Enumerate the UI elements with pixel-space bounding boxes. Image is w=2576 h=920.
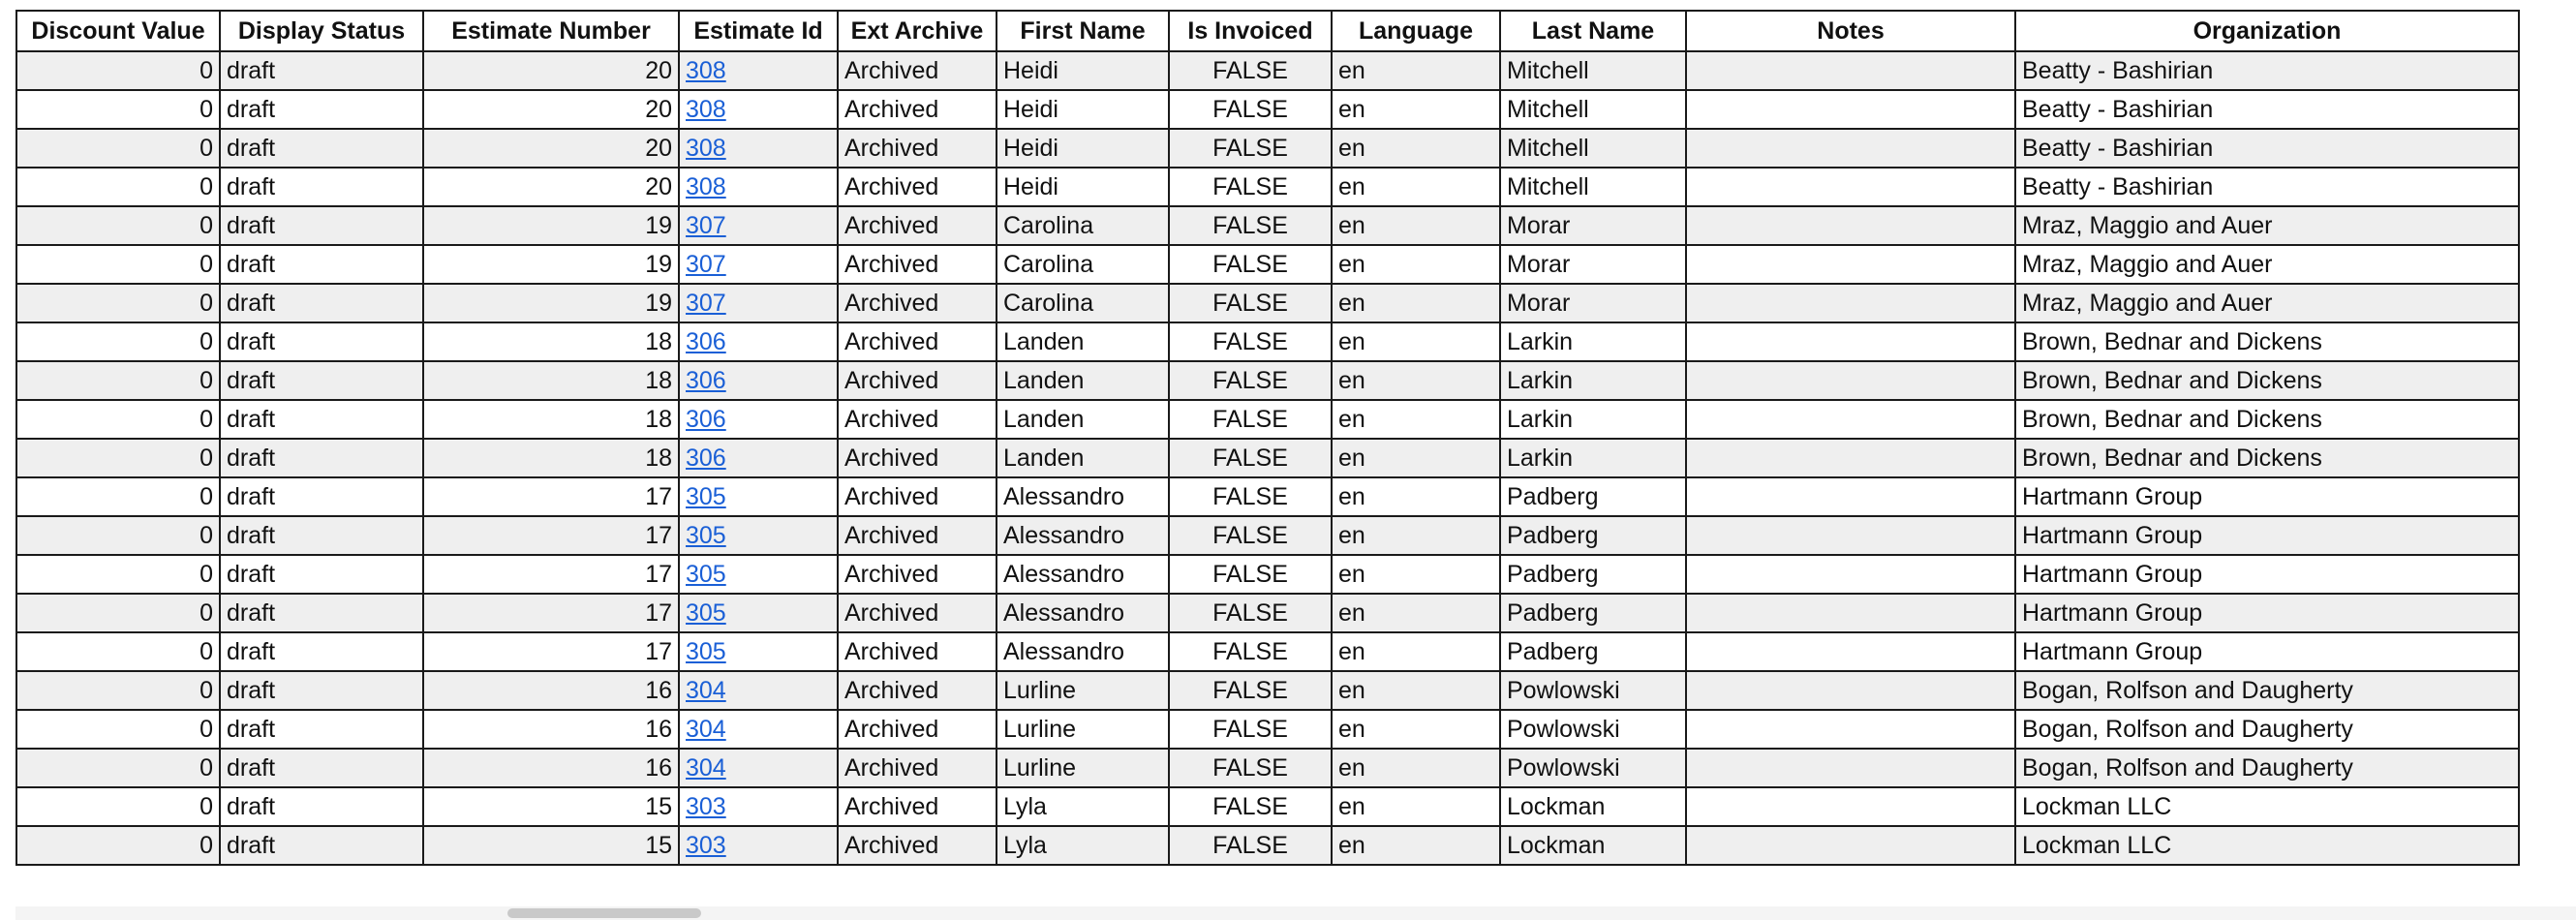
cell-language[interactable]: en [1332,710,1500,749]
table-row[interactable] [16,361,2519,400]
cell-last-name[interactable]: Padberg [1500,594,1686,632]
cell-estimate-id[interactable] [679,51,838,90]
cell-ext-archive[interactable]: Archived [838,51,997,90]
spreadsheet-grid [15,10,2576,903]
cell-ext-archive[interactable]: Archived [838,671,997,710]
table-row[interactable] [16,168,2519,206]
estimate-id-link[interactable]: 305 [686,638,726,665]
cell-estimate-number[interactable]: 18 [423,400,679,439]
cell-is-invoiced[interactable]: FALSE [1169,168,1332,206]
cell-language[interactable]: en [1332,749,1500,787]
cell-estimate-number[interactable]: 17 [423,555,679,594]
cell-is-invoiced[interactable]: FALSE [1169,322,1332,361]
estimate-id-link[interactable]: 305 [686,561,726,588]
cell-ext-archive[interactable]: Archived [838,594,997,632]
cell-is-invoiced[interactable]: FALSE [1169,400,1332,439]
cell-language[interactable]: en [1332,51,1500,90]
table-body [16,51,2519,865]
cell-discount-value[interactable]: 0 [16,51,220,90]
cell-estimate-id[interactable] [679,361,838,400]
cell-estimate-number[interactable]: 17 [423,516,679,555]
cell-organization[interactable]: Mraz, Maggio and Auer [2015,206,2519,245]
header-row [16,11,2519,51]
estimate-id-link[interactable]: 304 [686,754,726,782]
table-row[interactable] [16,439,2519,477]
cell-display-status[interactable]: draft [220,516,423,555]
cell-last-name[interactable]: Mitchell [1500,51,1686,90]
table-row[interactable] [16,477,2519,516]
cell-notes[interactable] [1686,555,2015,594]
cell-estimate-id[interactable] [679,594,838,632]
cell-notes[interactable] [1686,361,2015,400]
cell-display-status[interactable]: draft [220,51,423,90]
cell-estimate-id[interactable] [679,245,838,284]
cell-discount-value[interactable]: 0 [16,632,220,671]
cell-notes[interactable] [1686,477,2015,516]
column-header-language[interactable]: Language [1332,11,1500,51]
cell-estimate-id[interactable] [679,787,838,826]
column-header-first-name[interactable]: First Name [997,11,1169,51]
cell-organization[interactable]: Brown, Bednar and Dickens [2015,400,2519,439]
cell-first-name[interactable]: Landen [997,400,1169,439]
cell-first-name[interactable]: Lyla [997,787,1169,826]
cell-notes[interactable] [1686,284,2015,322]
cell-display-status[interactable]: draft [220,787,423,826]
cell-last-name[interactable]: Powlowski [1500,710,1686,749]
cell-first-name[interactable]: Heidi [997,90,1169,129]
table-row[interactable] [16,245,2519,284]
cell-language[interactable]: en [1332,671,1500,710]
cell-estimate-number[interactable]: 16 [423,710,679,749]
cell-discount-value[interactable]: 0 [16,787,220,826]
cell-language[interactable]: en [1332,826,1500,865]
cell-is-invoiced[interactable]: FALSE [1169,51,1332,90]
table-row[interactable] [16,555,2519,594]
cell-estimate-id[interactable] [679,749,838,787]
cell-notes[interactable] [1686,206,2015,245]
cell-first-name[interactable]: Lurline [997,671,1169,710]
table-row[interactable] [16,51,2519,90]
cell-ext-archive[interactable]: Archived [838,129,997,168]
cell-estimate-number[interactable]: 16 [423,671,679,710]
estimate-id-link[interactable]: 306 [686,445,726,472]
cell-last-name[interactable]: Larkin [1500,400,1686,439]
cell-ext-archive[interactable]: Archived [838,710,997,749]
cell-estimate-number[interactable]: 19 [423,245,679,284]
cell-discount-value[interactable]: 0 [16,206,220,245]
cell-last-name[interactable]: Lockman [1500,826,1686,865]
cell-organization[interactable]: Brown, Bednar and Dickens [2015,439,2519,477]
cell-is-invoiced[interactable]: FALSE [1169,826,1332,865]
cell-last-name[interactable]: Powlowski [1500,671,1686,710]
cell-first-name[interactable]: Heidi [997,168,1169,206]
cell-last-name[interactable]: Morar [1500,284,1686,322]
cell-display-status[interactable]: draft [220,826,423,865]
cell-ext-archive[interactable]: Archived [838,439,997,477]
column-header-notes[interactable]: Notes [1686,11,2015,51]
cell-display-status[interactable]: draft [220,671,423,710]
cell-first-name[interactable]: Alessandro [997,594,1169,632]
cell-is-invoiced[interactable]: FALSE [1169,206,1332,245]
cell-estimate-number[interactable]: 19 [423,206,679,245]
cell-discount-value[interactable]: 0 [16,400,220,439]
estimate-id-link[interactable]: 307 [686,251,726,278]
table-row[interactable] [16,516,2519,555]
cell-language[interactable]: en [1332,516,1500,555]
table-header [16,11,2519,51]
cell-last-name[interactable]: Mitchell [1500,168,1686,206]
cell-notes[interactable] [1686,671,2015,710]
cell-ext-archive[interactable]: Archived [838,322,997,361]
table-row[interactable] [16,206,2519,245]
cell-last-name[interactable]: Mitchell [1500,90,1686,129]
estimate-id-link[interactable]: 308 [686,96,726,123]
horizontal-scrollbar-thumb[interactable] [507,908,701,918]
cell-first-name[interactable]: Alessandro [997,477,1169,516]
table-row[interactable] [16,749,2519,787]
cell-organization[interactable]: Hartmann Group [2015,632,2519,671]
cell-discount-value[interactable]: 0 [16,594,220,632]
cell-display-status[interactable]: draft [220,594,423,632]
cell-ext-archive[interactable]: Archived [838,826,997,865]
cell-estimate-number[interactable]: 18 [423,439,679,477]
cell-language[interactable]: en [1332,245,1500,284]
cell-first-name[interactable]: Lurline [997,749,1169,787]
cell-estimate-id[interactable] [679,206,838,245]
column-header-display-status[interactable]: Display Status [220,11,423,51]
cell-discount-value[interactable]: 0 [16,129,220,168]
cell-organization[interactable]: Brown, Bednar and Dickens [2015,361,2519,400]
cell-estimate-id[interactable] [679,439,838,477]
cell-ext-archive[interactable]: Archived [838,516,997,555]
cell-display-status[interactable]: draft [220,322,423,361]
cell-organization[interactable]: Brown, Bednar and Dickens [2015,322,2519,361]
table-row[interactable] [16,284,2519,322]
cell-ext-archive[interactable]: Archived [838,787,997,826]
cell-display-status[interactable]: draft [220,245,423,284]
cell-display-status[interactable]: draft [220,400,423,439]
cell-discount-value[interactable]: 0 [16,826,220,865]
estimate-id-link[interactable]: 308 [686,57,726,84]
cell-estimate-number[interactable]: 18 [423,322,679,361]
cell-estimate-id[interactable] [679,671,838,710]
cell-first-name[interactable]: Alessandro [997,516,1169,555]
cell-discount-value[interactable]: 0 [16,361,220,400]
table-row[interactable] [16,826,2519,865]
cell-language[interactable]: en [1332,439,1500,477]
cell-last-name[interactable]: Padberg [1500,555,1686,594]
cell-organization[interactable]: Hartmann Group [2015,516,2519,555]
cell-estimate-number[interactable]: 17 [423,594,679,632]
cell-language[interactable]: en [1332,594,1500,632]
estimates-table [15,10,2520,866]
cell-notes[interactable] [1686,632,2015,671]
cell-ext-archive[interactable]: Archived [838,400,997,439]
cell-estimate-number[interactable]: 18 [423,361,679,400]
cell-notes[interactable] [1686,168,2015,206]
column-header-last-name[interactable]: Last Name [1500,11,1686,51]
estimate-id-link[interactable]: 307 [686,212,726,239]
cell-display-status[interactable]: draft [220,206,423,245]
cell-estimate-id[interactable] [679,90,838,129]
cell-ext-archive[interactable]: Archived [838,168,997,206]
cell-ext-archive[interactable]: Archived [838,90,997,129]
cell-ext-archive[interactable]: Archived [838,477,997,516]
cell-organization[interactable]: Hartmann Group [2015,555,2519,594]
cell-last-name[interactable]: Padberg [1500,516,1686,555]
table-row[interactable] [16,322,2519,361]
estimate-id-link[interactable]: 304 [686,677,726,704]
cell-discount-value[interactable]: 0 [16,516,220,555]
cell-is-invoiced[interactable]: FALSE [1169,477,1332,516]
cell-organization[interactable]: Mraz, Maggio and Auer [2015,245,2519,284]
cell-is-invoiced[interactable]: FALSE [1169,594,1332,632]
cell-estimate-number[interactable]: 16 [423,749,679,787]
cell-estimate-number[interactable]: 20 [423,168,679,206]
cell-organization[interactable]: Beatty - Bashirian [2015,168,2519,206]
cell-organization[interactable]: Hartmann Group [2015,594,2519,632]
cell-organization[interactable]: Bogan, Rolfson and Daugherty [2015,710,2519,749]
estimate-id-link[interactable]: 306 [686,406,726,433]
cell-estimate-number[interactable]: 17 [423,632,679,671]
cell-last-name[interactable]: Morar [1500,245,1686,284]
cell-last-name[interactable]: Larkin [1500,361,1686,400]
cell-discount-value[interactable]: 0 [16,671,220,710]
cell-display-status[interactable]: draft [220,477,423,516]
cell-notes[interactable] [1686,322,2015,361]
estimate-id-link[interactable]: 306 [686,328,726,355]
column-header-estimate-number[interactable]: Estimate Number [423,11,679,51]
cell-notes[interactable] [1686,826,2015,865]
cell-is-invoiced[interactable]: FALSE [1169,632,1332,671]
cell-display-status[interactable]: draft [220,168,423,206]
cell-last-name[interactable]: Padberg [1500,477,1686,516]
column-header-is-invoiced[interactable]: Is Invoiced [1169,11,1332,51]
cell-ext-archive[interactable]: Archived [838,361,997,400]
cell-ext-archive[interactable]: Archived [838,206,997,245]
cell-estimate-id[interactable] [679,284,838,322]
table-row[interactable] [16,787,2519,826]
cell-estimate-id[interactable] [679,710,838,749]
cell-is-invoiced[interactable]: FALSE [1169,710,1332,749]
table-row[interactable] [16,400,2519,439]
cell-estimate-number[interactable]: 15 [423,787,679,826]
cell-notes[interactable] [1686,51,2015,90]
column-header-organization[interactable]: Organization [2015,11,2519,51]
cell-language[interactable]: en [1332,787,1500,826]
cell-last-name[interactable]: Larkin [1500,439,1686,477]
table-row[interactable] [16,594,2519,632]
cell-notes[interactable] [1686,245,2015,284]
cell-language[interactable]: en [1332,400,1500,439]
cell-ext-archive[interactable]: Archived [838,284,997,322]
cell-estimate-number[interactable]: 20 [423,129,679,168]
cell-language[interactable]: en [1332,322,1500,361]
estimate-id-link[interactable]: 305 [686,483,726,510]
cell-is-invoiced[interactable]: FALSE [1169,516,1332,555]
cell-first-name[interactable]: Carolina [997,206,1169,245]
cell-display-status[interactable]: draft [220,439,423,477]
cell-estimate-number[interactable]: 20 [423,51,679,90]
cell-first-name[interactable]: Heidi [997,51,1169,90]
table-row[interactable] [16,632,2519,671]
estimate-id-link[interactable]: 306 [686,367,726,394]
cell-organization[interactable]: Bogan, Rolfson and Daugherty [2015,749,2519,787]
cell-organization[interactable]: Beatty - Bashirian [2015,51,2519,90]
cell-language[interactable]: en [1332,632,1500,671]
table-row[interactable] [16,90,2519,129]
cell-language[interactable]: en [1332,361,1500,400]
cell-is-invoiced[interactable]: FALSE [1169,749,1332,787]
cell-notes[interactable] [1686,710,2015,749]
cell-notes[interactable] [1686,516,2015,555]
cell-first-name[interactable]: Lurline [997,710,1169,749]
cell-ext-archive[interactable]: Archived [838,555,997,594]
cell-notes[interactable] [1686,400,2015,439]
cell-is-invoiced[interactable]: FALSE [1169,671,1332,710]
horizontal-scrollbar-track[interactable] [15,906,2576,920]
cell-language[interactable]: en [1332,555,1500,594]
cell-first-name[interactable]: Carolina [997,245,1169,284]
estimate-id-link[interactable]: 307 [686,290,726,317]
cell-estimate-number[interactable]: 20 [423,90,679,129]
cell-organization[interactable]: Beatty - Bashirian [2015,129,2519,168]
cell-display-status[interactable]: draft [220,361,423,400]
cell-notes[interactable] [1686,787,2015,826]
cell-discount-value[interactable]: 0 [16,555,220,594]
estimate-id-link[interactable]: 303 [686,832,726,859]
cell-last-name[interactable]: Larkin [1500,322,1686,361]
cell-first-name[interactable]: Landen [997,361,1169,400]
cell-is-invoiced[interactable]: FALSE [1169,245,1332,284]
cell-first-name[interactable]: Alessandro [997,555,1169,594]
cell-estimate-id[interactable] [679,555,838,594]
cell-last-name[interactable]: Padberg [1500,632,1686,671]
table-row[interactable] [16,129,2519,168]
estimate-id-link[interactable]: 308 [686,135,726,162]
cell-organization[interactable]: Bogan, Rolfson and Daugherty [2015,671,2519,710]
cell-first-name[interactable]: Landen [997,322,1169,361]
cell-language[interactable]: en [1332,284,1500,322]
cell-estimate-id[interactable] [679,826,838,865]
cell-first-name[interactable]: Heidi [997,129,1169,168]
cell-display-status[interactable]: draft [220,129,423,168]
cell-display-status[interactable]: draft [220,710,423,749]
cell-ext-archive[interactable]: Archived [838,245,997,284]
cell-first-name[interactable]: Carolina [997,284,1169,322]
cell-estimate-number[interactable]: 19 [423,284,679,322]
cell-organization[interactable]: Hartmann Group [2015,477,2519,516]
cell-organization[interactable]: Beatty - Bashirian [2015,90,2519,129]
cell-display-status[interactable]: draft [220,632,423,671]
cell-organization[interactable]: Lockman LLC [2015,787,2519,826]
cell-language[interactable]: en [1332,90,1500,129]
column-header-estimate-id[interactable]: Estimate Id [679,11,838,51]
cell-is-invoiced[interactable]: FALSE [1169,129,1332,168]
cell-estimate-id[interactable] [679,168,838,206]
cell-first-name[interactable]: Lyla [997,826,1169,865]
cell-display-status[interactable]: draft [220,749,423,787]
cell-first-name[interactable]: Landen [997,439,1169,477]
cell-first-name[interactable]: Alessandro [997,632,1169,671]
column-header-discount-value[interactable]: Discount Value [16,11,220,51]
estimate-id-link[interactable]: 308 [686,173,726,200]
cell-discount-value[interactable]: 0 [16,168,220,206]
estimate-id-link[interactable]: 305 [686,522,726,549]
cell-discount-value[interactable]: 0 [16,477,220,516]
cell-notes[interactable] [1686,90,2015,129]
cell-language[interactable]: en [1332,206,1500,245]
cell-discount-value[interactable]: 0 [16,439,220,477]
table-row[interactable] [16,671,2519,710]
cell-notes[interactable] [1686,439,2015,477]
cell-last-name[interactable]: Morar [1500,206,1686,245]
cell-display-status[interactable]: draft [220,555,423,594]
cell-estimate-id[interactable] [679,322,838,361]
cell-display-status[interactable]: draft [220,90,423,129]
estimate-id-link[interactable]: 304 [686,716,726,743]
cell-discount-value[interactable]: 0 [16,90,220,129]
cell-estimate-number[interactable]: 15 [423,826,679,865]
cell-is-invoiced[interactable]: FALSE [1169,284,1332,322]
cell-estimate-id[interactable] [679,477,838,516]
cell-estimate-id[interactable] [679,516,838,555]
estimate-id-link[interactable]: 303 [686,793,726,820]
cell-last-name[interactable]: Lockman [1500,787,1686,826]
cell-is-invoiced[interactable]: FALSE [1169,361,1332,400]
cell-ext-archive[interactable]: Archived [838,749,997,787]
cell-is-invoiced[interactable]: FALSE [1169,439,1332,477]
cell-discount-value[interactable]: 0 [16,710,220,749]
cell-language[interactable]: en [1332,168,1500,206]
cell-notes[interactable] [1686,749,2015,787]
cell-notes[interactable] [1686,594,2015,632]
estimate-id-link[interactable]: 305 [686,599,726,627]
column-header-ext-archive[interactable]: Ext Archive [838,11,997,51]
cell-discount-value[interactable]: 0 [16,245,220,284]
cell-language[interactable]: en [1332,477,1500,516]
cell-estimate-id[interactable] [679,632,838,671]
cell-discount-value[interactable]: 0 [16,322,220,361]
cell-notes[interactable] [1686,129,2015,168]
cell-organization[interactable]: Mraz, Maggio and Auer [2015,284,2519,322]
cell-organization[interactable]: Lockman LLC [2015,826,2519,865]
cell-ext-archive[interactable]: Archived [838,632,997,671]
cell-last-name[interactable]: Mitchell [1500,129,1686,168]
cell-last-name[interactable]: Powlowski [1500,749,1686,787]
cell-estimate-number[interactable]: 17 [423,477,679,516]
cell-language[interactable]: en [1332,129,1500,168]
cell-is-invoiced[interactable]: FALSE [1169,787,1332,826]
cell-display-status[interactable]: draft [220,284,423,322]
cell-estimate-id[interactable] [679,400,838,439]
table-row[interactable] [16,710,2519,749]
cell-is-invoiced[interactable]: FALSE [1169,555,1332,594]
cell-is-invoiced[interactable]: FALSE [1169,90,1332,129]
cell-discount-value[interactable]: 0 [16,284,220,322]
cell-discount-value[interactable]: 0 [16,749,220,787]
cell-estimate-id[interactable] [679,129,838,168]
